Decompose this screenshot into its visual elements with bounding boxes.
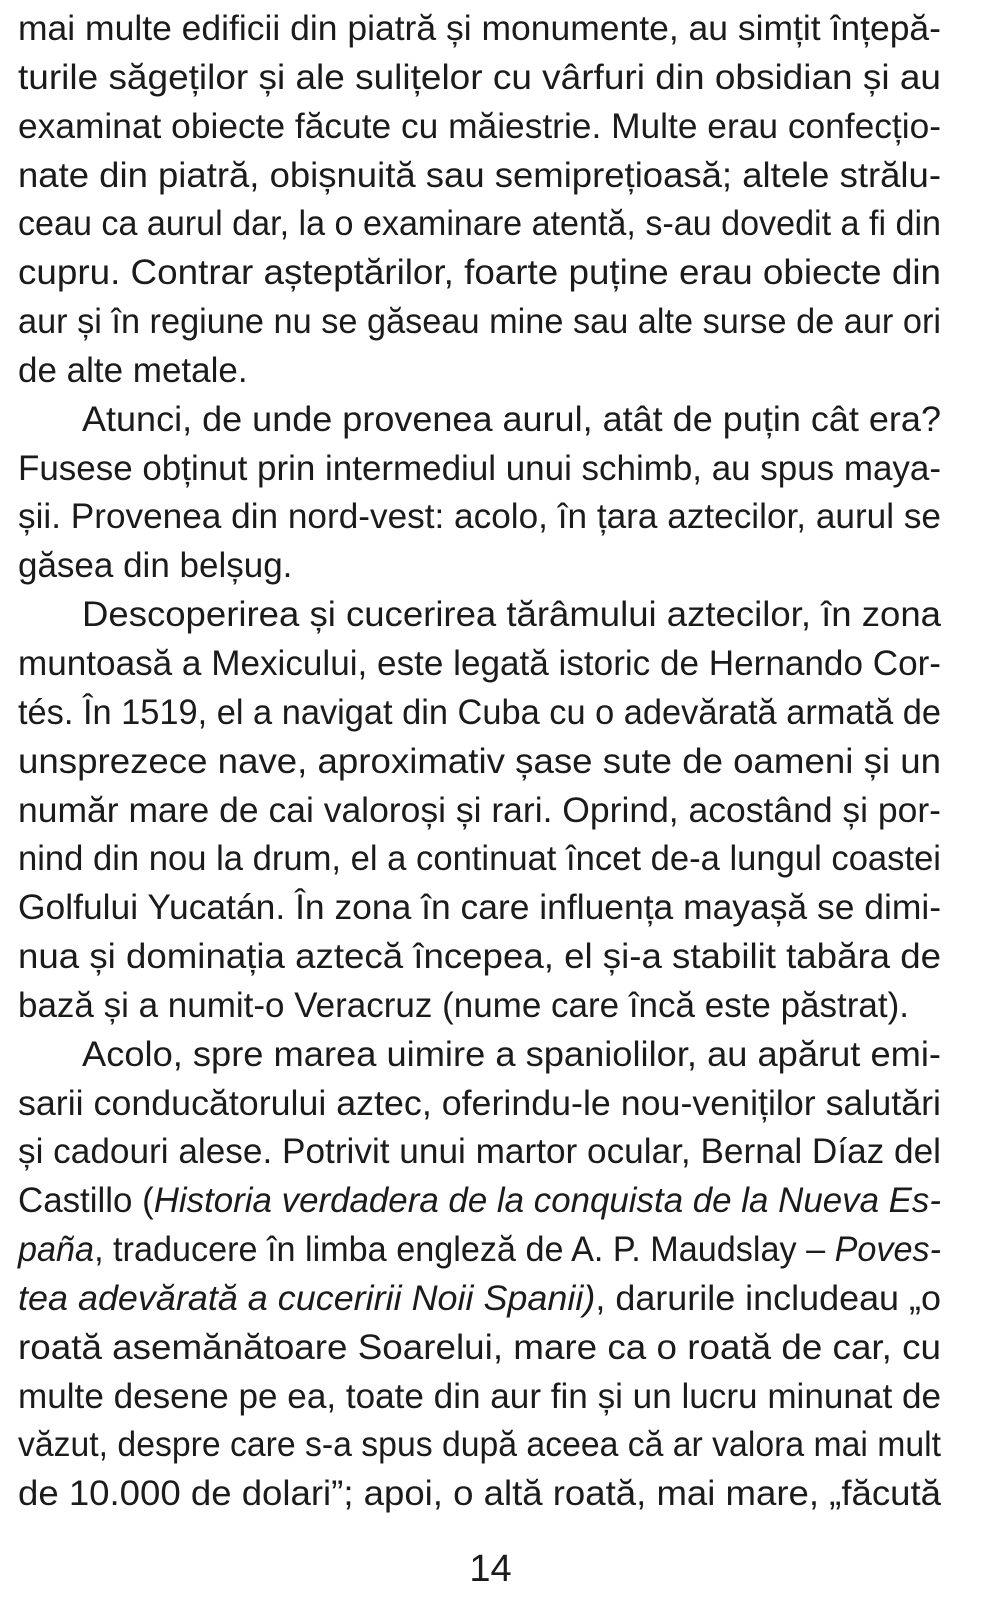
text-line xyxy=(18,1080,941,1129)
text-line xyxy=(18,884,941,933)
text-line xyxy=(18,493,941,542)
text-segment: sarii conducătorului aztec, oferindu-le nou-veniților salutări xyxy=(18,1083,942,1123)
text-segment: Descoperirea și cucerirea tărâmului aztecilor, în zona xyxy=(82,595,942,635)
text-line xyxy=(18,298,941,347)
text-line xyxy=(18,1275,941,1324)
text-line xyxy=(18,1373,941,1422)
text-line xyxy=(18,542,941,591)
text-segment: unsprezece nave, aproximativ șase sute de oameni și un xyxy=(18,741,941,781)
text-segment: , darurile includeau „o xyxy=(595,1278,941,1318)
text-line-content xyxy=(18,1226,941,1275)
text-line xyxy=(18,982,941,1031)
text-segment: multe desene pe ea, toate din aur fin și un lucru minunat de xyxy=(18,1376,941,1416)
text-segment: , traducere în limba engleză de A. P. Maudslay – xyxy=(94,1230,835,1270)
text-segment: nua și dominația aztecă începea, el și-a stabilit tabăra de xyxy=(18,937,941,977)
text-segment: aur și în regiune nu se găseau mine sau alte surse de aur ori xyxy=(18,302,941,342)
text-line xyxy=(18,738,941,787)
text-segment: turile săgeților și ale sulițelor cu vârfuri din obsidian și au xyxy=(18,57,941,97)
text-segment: tés. În 1519, el a navigat din Cuba cu o adevărată armată de xyxy=(18,692,941,732)
text-line xyxy=(18,249,941,298)
text-segment-italic: tea adevărată a cuceririi Noii Spanii) xyxy=(18,1278,596,1318)
text-segment: văzut, despre care s-a spus după aceea că ar valora mai mult xyxy=(18,1425,941,1465)
text-segment: examinat obiecte făcute cu măiestrie. Multe erau confecțio- xyxy=(18,106,941,146)
text-segment: bază și a numit-o Veracruz (nume care încă este păstrat). xyxy=(18,985,909,1025)
text-segment: șii. Provenea din nord-vest: acolo, în țara aztecilor, aurul se xyxy=(18,497,941,537)
text-segment: de alte metale. xyxy=(18,350,248,390)
text-segment-italic: Historia verdadera de la conquista de la Nueva Es- xyxy=(153,1181,941,1221)
text-line xyxy=(18,787,941,836)
text-line xyxy=(18,1324,941,1373)
text-line xyxy=(18,835,941,884)
text-line xyxy=(18,396,941,445)
text-segment: mai multe edificii din piatră și monumente, au simțit înțepă- xyxy=(18,9,942,48)
text-segment: număr mare de cai valoroși și rari. Oprind, acostând și por- xyxy=(18,790,941,830)
text-line-content xyxy=(18,1275,941,1324)
text-line xyxy=(18,1031,941,1080)
text-line xyxy=(18,640,941,689)
text-segment: și cadouri alese. Potrivit unui martor ocular, Bernal Díaz del xyxy=(18,1132,941,1172)
text-line xyxy=(18,1226,941,1275)
text-segment: Castillo ( xyxy=(18,1181,154,1221)
text-segment: muntoasă a Mexicului, este legată istoric de Hernando Cor- xyxy=(18,643,941,683)
text-segment: găsea din belșug. xyxy=(18,546,293,586)
text-line xyxy=(18,103,941,152)
text-segment: ceau ca aurul dar, la o examinare atentă, s-au dovedit a fi din xyxy=(18,204,941,244)
text-segment: cupru. Contrar așteptărilor, foarte puține erau obiecte din xyxy=(18,253,941,293)
text-line xyxy=(18,1421,941,1470)
text-line xyxy=(18,1177,941,1226)
text-line-content xyxy=(18,1177,941,1226)
text-segment: de 10.000 de dolari”; apoi, o altă roată, mai mare, „făcută xyxy=(18,1474,941,1514)
text-segment: nate din piatră, obișnuită sau semiprețioasă; altele strălu- xyxy=(18,155,941,195)
text-line xyxy=(18,689,941,738)
text-segment: Atunci, de unde provenea aurul, atât de puțin cât era? xyxy=(82,399,942,439)
text-segment: nind din nou la drum, el a continuat încet de-a lungul coastei xyxy=(18,839,941,879)
text-segment-italic: paña xyxy=(18,1230,95,1270)
text-line xyxy=(18,591,941,640)
text-segment-italic: Poves- xyxy=(834,1230,941,1270)
text-line xyxy=(18,445,941,494)
text-line xyxy=(18,200,941,249)
text-segment: Fusese obținut prin intermediul unui schimb, au spus maya- xyxy=(18,448,941,488)
text-line xyxy=(18,5,941,54)
text-line xyxy=(18,933,941,982)
text-line xyxy=(18,1470,941,1519)
text-line xyxy=(18,347,941,396)
text-line xyxy=(18,1128,941,1177)
text-segment: Acolo, spre marea uimire a spaniolilor, au apărut emi- xyxy=(82,1034,941,1074)
text-segment: roată asemănătoare Soarelui, mare ca o roată de car, cu xyxy=(18,1327,941,1367)
text-line xyxy=(18,152,941,201)
text-line xyxy=(18,54,941,103)
page-number: 14 xyxy=(469,1548,512,1591)
text-segment: Golfului Yucatán. În zona în care influența mayașă se dimi- xyxy=(18,888,941,928)
